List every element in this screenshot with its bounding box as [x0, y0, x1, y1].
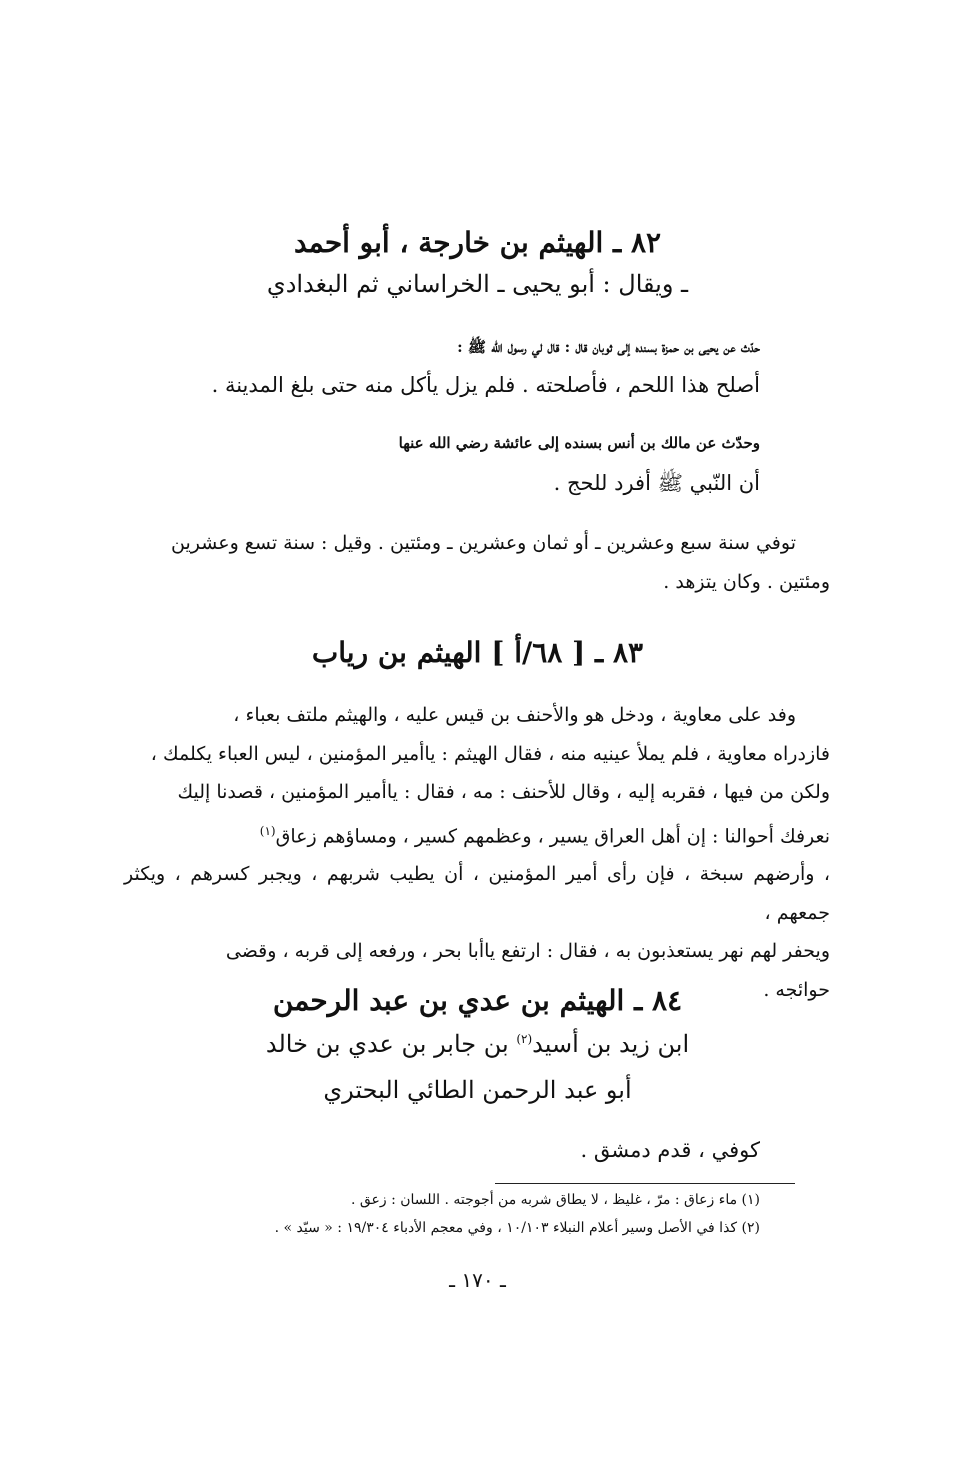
footnote-divider: [495, 1183, 795, 1184]
subtitle-part-a: ابن زيد بن أسيد: [532, 1030, 690, 1058]
entry-82-hadith-2: أن النّبي ﷺ أفرد للحج .: [553, 471, 760, 495]
body-line: وفد على معاوية ، ودخل هو والأحنف بن قيس عليه ، والهيثم ملتف بعباء ،: [233, 704, 796, 726]
subtitle-part-b: بن جابر بن عدي بن خالد: [265, 1030, 517, 1058]
entry-82-subtitle: ـ ويقال : أبو يحيى ـ الخراساني ثم البغدادي: [266, 270, 689, 298]
body-line: ، وأرضهم سبخة ، فإن رأى أمير المؤمنين ، أن يطيب شربهم ، ويجبر كسرهم ، ويكثر جمعهم ،: [124, 863, 830, 924]
entry-83-heading: ٨٣ ـ [ ٦٨/أ ] الهيثم بن رياب: [311, 636, 644, 669]
footnote-ref-1: (١): [259, 823, 276, 838]
footnote-2: (٢) كذا في الأصل وسير أعلام النبلاء ١٠/١٠٣ ، وفي معجم الأدباء ١٩/٣٠٤ : « سيّد » .: [274, 1220, 760, 1236]
body-line: ويحفر لهم نهر يستعذبون به ، فقال : ارتفع ياأبا بحر ، ورفعه إلى قربه ، وقضى: [225, 940, 830, 963]
entry-82-hadith-1: أصلح هذا اللحم ، فأصلحته . فلم يزل يأكل منه حتى بلغ المدينة .: [211, 373, 760, 397]
death-line-1: توفي سنة سبع وعشرين ـ أو ثمان وعشرين ـ ومئتين . وقيل : سنة تسع وعشرين: [171, 532, 796, 554]
body-line-text: نعرفك أحوالنا : إن أهل العراق يسير ، وعظمهم كسير ، ومساؤهم زعاق: [275, 824, 830, 847]
entry-84-subtitle-1: [0, 1030, 955, 1058]
body-line: [124, 812, 830, 856]
entry-82-isnad-2: وحدّث عن مالك بن أنس بسنده إلى عائشة رضي الله عنها: [398, 434, 760, 452]
entry-84-text: كوفي ، قدم دمشق .: [580, 1138, 760, 1162]
entry-82-death-paragraph: [124, 524, 830, 601]
entry-84-heading: ٨٤ ـ الهيثم بن عدي بن عبد الرحمن: [272, 984, 683, 1017]
death-line-2: ومئتين . وكان يتزهد .: [663, 570, 830, 593]
page-number: ـ ١٧٠ ـ: [449, 1268, 506, 1292]
entry-83-body: [124, 696, 830, 1009]
body-line: ولكن من فيها ، فقربه إليه ، وقال للأحنف : مه ، فقال : ياأمير المؤمنين ، قصدنا إليك: [177, 781, 830, 803]
entry-84-subtitle-2: أبو عبد الرحمن الطائي البحتري: [323, 1076, 632, 1104]
footnote-ref-2: (٢): [516, 1032, 533, 1046]
entry-82-heading: ٨٢ ـ الهيثم بن خارجة ، أبو أحمد: [293, 226, 662, 259]
body-line: فازدراه معاوية ، فلم يملأ عينيه منه ، فقال الهيثم : ياأمير المؤمنين ، ليس العباء يكلمك ،: [150, 742, 830, 765]
entry-82-isnad-1: حدّث عن يحيى بن حمزة بسنده إلى ثوبان قال : قال لي رسول الله ﷺ :: [457, 338, 760, 356]
footnote-1: (١) ماء زعاق : مرّ ، غليظ ، لا يطاق شربه من أجوجته . اللسان : زعق .: [350, 1192, 760, 1208]
body-line: حوائجه .: [763, 978, 830, 1001]
